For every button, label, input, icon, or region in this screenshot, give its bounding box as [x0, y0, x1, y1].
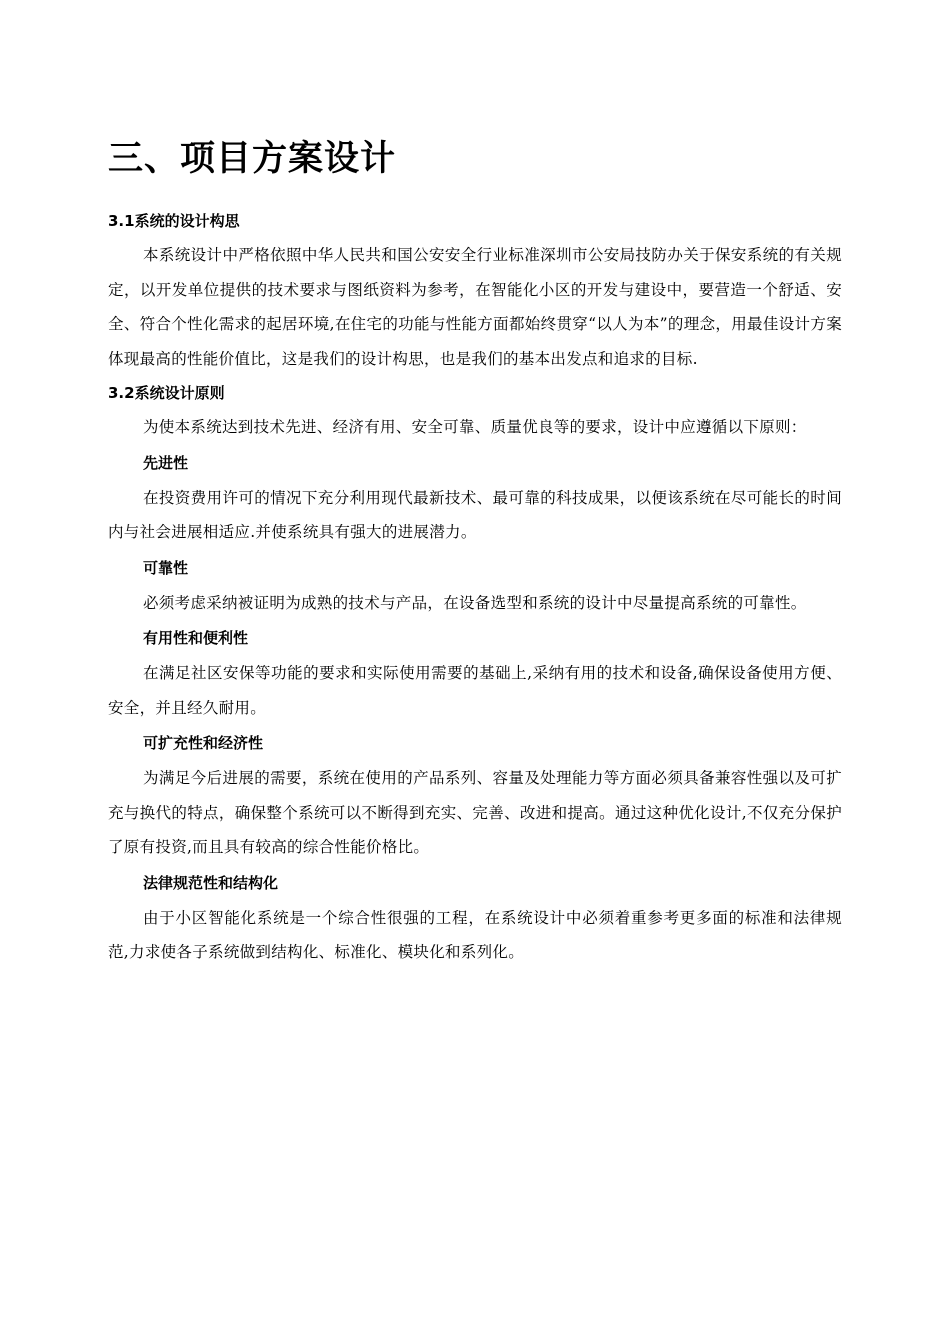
principle-text-scalability: 为满足今后进展的需要，系统在使用的产品系列、容量及处理能力等方面必须具备兼容性强以及可扩充与换代的特点，确保整个系统可以不断得到充实、完善、改进和提高。通过这种优化设计,不仅充分保护了原有投资,而且具有较高的综合性能价格比。 [108, 769, 842, 856]
design-principles-intro: 为使本系统达到技术先进、经济有用、安全可靠、质量优良等的要求，设计中应遵循以下原则： [143, 418, 807, 436]
principle-text-advanced: 在投资费用许可的情况下充分利用现代最新技术、最可靠的科技成果，以便该系统在尽可能长的时间内与社会进展相适应.并使系统具有强大的进展潜力。 [108, 488, 842, 541]
principle-heading-reliability: 可靠性 [143, 558, 189, 577]
principle-text-standardization: 由于小区智能化系统是一个综合性很强的工程，在系统设计中必须着重参考更多面的标准和法律规范,力求使各子系统做到结构化、标准化、模块化和系列化。 [108, 908, 842, 961]
principle-text-reliability: 必须考虑采纳被证明为成熟的技术与产品，在设备选型和系统的设计中尽量提高系统的可靠性。 [143, 593, 807, 612]
principle-heading-advanced: 先进性 [143, 453, 189, 472]
principle-text-usability: 在满足社区安保等功能的要求和实际使用需要的基础上,采纳有用的技术和设备,确保设备使用方便、安全，并且经久耐用。 [108, 664, 842, 717]
principle-heading-usability: 有用性和便利性 [143, 629, 249, 647]
section-heading-design-principles: 3.2系统设计原则 [108, 384, 225, 402]
section-heading-design-concept: 3.1系统的设计构思 [108, 212, 240, 230]
principle-heading-standardization: 法律规范性和结构化 [143, 873, 279, 892]
document-body [108, 204, 842, 970]
chapter-title: 三、项目方案设计 [108, 139, 397, 179]
principle-heading-scalability: 可扩充性和经济性 [143, 734, 264, 752]
design-concept-paragraph: 本系统设计中严格依照中华人民共和国公安安全行业标准深圳市公安局技防办关于保安系统的有关规定，以开发单位提供的技术要求与图纸资料为参考，在智能化小区的开发与建设中，要营造一个舒适、安全、符合个性化需求的起居环境,在住宅的功能与性能方面都始终贯穿“以人为本”的理念，用最佳设计方案体现最高的性能价值比，这是我们的设计构思，也是我们的基本出发点和追求的目标. [108, 246, 842, 368]
